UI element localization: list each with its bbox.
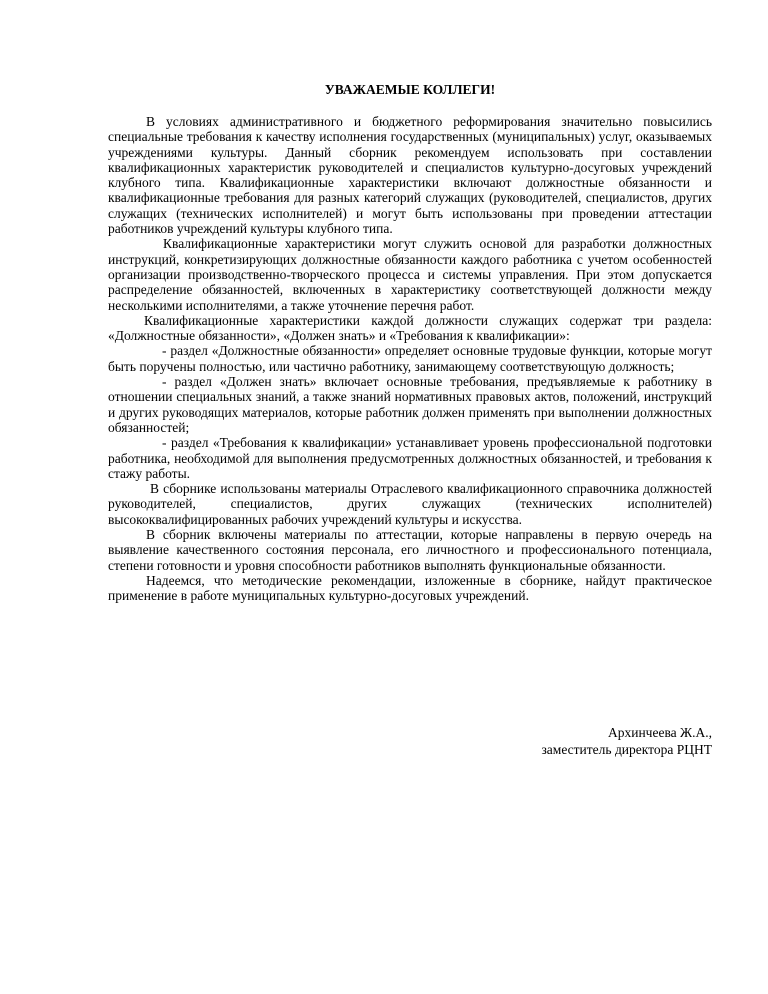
paragraph-sections: Квалификационные характеристики каждой должности служащих содержат три раздела: «Должностные обязанности», «Должен знать» и «Требования к квалификации»: xyxy=(108,312,712,344)
list-item-qualification-section: - раздел «Требования к квалификации» устанавливает уровень профессиональной подготовки работника, необходимой для выполнения предусмотренных должностных обязанностей, и требования к стажу работы. xyxy=(108,435,712,481)
paragraph-intro: В условиях административного и бюджетного реформирования значительно повысились специальные требования к качеству исполнения государственных (муниципальных) услуг, оказываемых учреждениями культуры. Данный сборник рекомендуем использовать при составлении квалификационных характеристик руководителей и специалистов культурно-досуговых учреждений клубного типа. Квалификационные характеристики включают должностные обязанности и квалификационные требования для разных категорий служащих (руководителей, специалистов, других служащих (технических исполнителей) и могут быть использованы при проведении аттестации работников учреждений культуры клубного типа. xyxy=(108,114,712,237)
paragraph-closing: Надеемся, что методические рекомендации, изложенные в сборнике, найдут практическое применение в работе муниципальных культурно-досуговых учреждений. xyxy=(108,572,712,604)
list-item-duties-section: - раздел «Должностные обязанности» определяет основные трудовые функции, которые могут быть поручены полностью, или частично работнику, занимающему соответствующую должность; xyxy=(108,343,712,374)
signature-name: Архинчеева Ж.А., xyxy=(607,725,712,740)
document-title: УВАЖАЕМЫЕ КОЛЛЕГИ! xyxy=(324,82,496,97)
document-body xyxy=(108,82,712,604)
paragraph-sources: В сборнике использованы материалы Отраслевого квалификационного справочника должностей руководителей, специалистов, других служащих (технических исполнителей) высококвалифицированных рабочих учреждений культуры и искусства. xyxy=(108,481,712,527)
paragraph-characteristics-basis: Квалификационные характеристики могут служить основой для разработки должностных инструкций, конкретизирующих должностные обязанности каждого работника с учетом особенностей организации производственно-творческого процесса и системы управления. При этом допускается распределение обязанностей, включенных в характеристику соответствующей должности между несколькими исполнителями, а также уточнение перечня работ. xyxy=(108,236,712,313)
paragraph-attestation: В сборник включены материалы по аттестации, которые направлены в первую очередь на выявление качественного состояния персонала, его личностного и профессионального потенциала, степени готовности и уровня способности работников выполнять функциональные обязанности. xyxy=(108,527,712,573)
list-item-knowledge-section: - раздел «Должен знать» включает основные требования, предъявляемые к работнику в отношении специальных знаний, а также знаний нормативных правовых актов, положений, инструкций и других руководящих материалов, которые работник должен применять при выполнении должностных обязанностей; xyxy=(108,374,712,435)
signature-position: заместитель директора РЦНТ xyxy=(541,742,712,757)
signature-block xyxy=(541,724,712,758)
